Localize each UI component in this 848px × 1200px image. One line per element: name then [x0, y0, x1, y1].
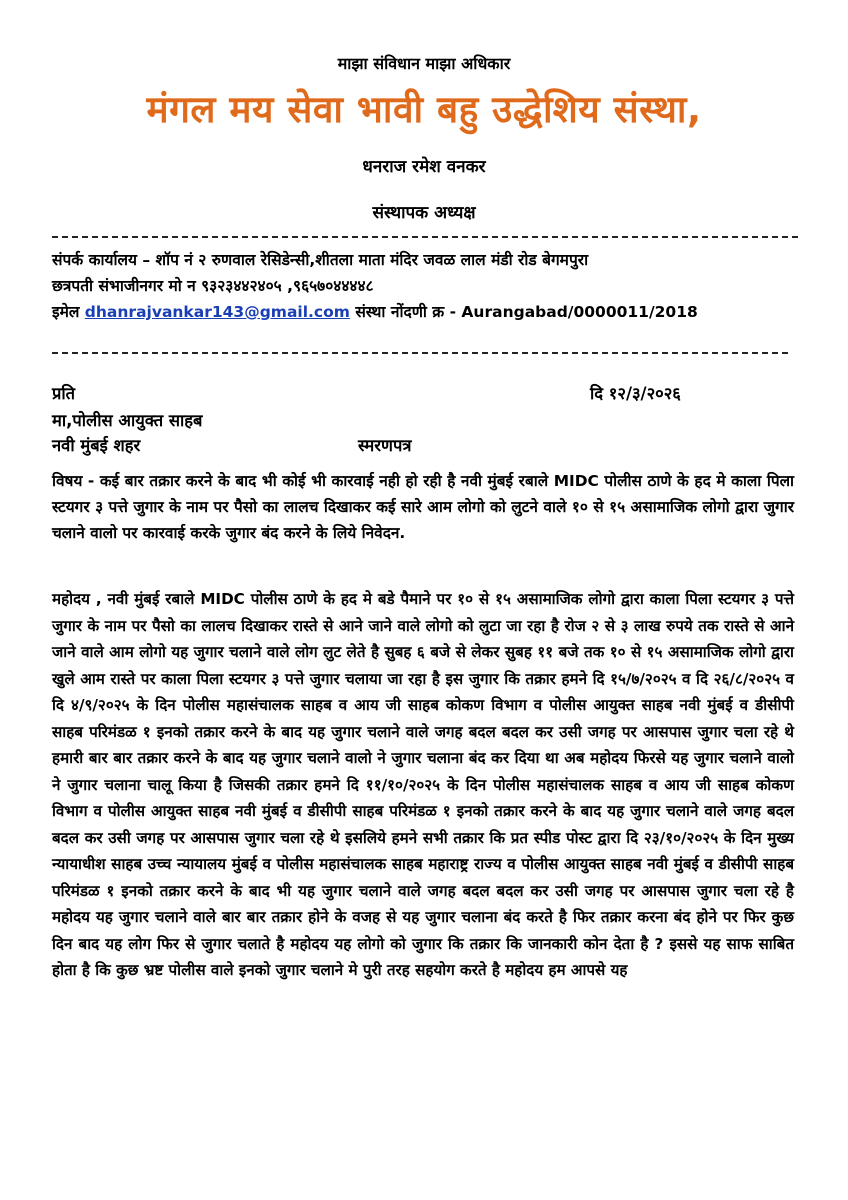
email-row — [52, 299, 812, 325]
contact-block — [52, 247, 812, 325]
recipient-line-2: नवी मुंबई शहर — [52, 436, 141, 455]
letter-date: दि १२/३/२०२६ — [590, 384, 681, 403]
slogan: माझा संविधान माझा अधिकार — [337, 54, 511, 73]
founder-name: धनराज रमेश वनकर — [362, 157, 486, 177]
divider-bottom — [52, 352, 788, 354]
memo-label: स्मरणपत्र — [358, 436, 412, 455]
address-line-1: संपर्क कार्यालय – शॉप नं २ रुणवाल रेसिडेन्सी,शीतला माता मंदिर जवळ लाल मंडी रोड बेगमपुरा — [52, 251, 589, 269]
address-line-2: छत्रपती संभाजीनगर मो न ९३२३४४२४०५ ,९६५७०४४४४८ — [52, 277, 374, 295]
email-link[interactable]: dhanrajvankar143@gmail.com — [84, 303, 350, 321]
body-paragraph: महोदय , नवी मुंबई रबाले MIDC पोलीस ठाणे के हद मे बडे पैमाने पर १० से १५ असामाजिक लोगो द्वारा काला पिला स्टयगर ३ पत्ते जुगार के नाम पर पैसो का लालच दिखाकर रास्ते से आने जाने वाले लोगो को लुटा जा रहा है रोज २ से ३ लाख रुपये तक रास्ते से आने जाने वाले आम लोगो यह जुगार चलाने वाले लोग लुट लेते है सुबह ६ बजे से लेकर सुबह ११ बजे तक १० से १५ असामाजिक लोगो द्वारा खुले आम रास्ते पर काला पिला स्टयगर ३ पत्ते जुगार चलाया जा रहा है इस जुगार कि तक्रार हमने दि १५/७/२०२५ व दि २६/८/२०२५ व दि ४/९/२०२५ के दिन पोलीस महासंचालक साहब व आय जी साहब कोकण विभाग व पोलीस आयुक्त साहब नवी मुंबई व डीसीपी साहब परिमंडळ १ इनको तक्रार करने के बाद यह जुगार चलाने वाले जगह बदल बदल कर उसी जगह पर आसपास जुगार चला रहे थे हमारी बार बार तक्रार करने के बाद यह जुगार चलाने वालो ने जुगार चलाना बंद कर दिया था अब महोदय फिरसे यह जुगार चलाने वालो ने जुगार चलाना चालू किया है जिसकी तक्रार हमने दि ११/१०/२०२५ के दिन पोलीस महासंचालक साहब व आय जी साहब कोकण विभाग व पोलीस आयुक्त साहब नवी मुंबई व डीसीपी साहब परिमंडळ १ इनको तक्रार करने के बाद यह जुगार चलाने वाले जगह बदल बदल कर उसी जगह पर आसपास जुगार चला रहे थे इसलिये हमने सभी तक्रार कि प्रत स्पीड पोस्ट द्वारा दि २३/१०/२०२५ के दिन मुख्य न्यायाधीश साहब उच्च न्यायालय मुंबई व पोलीस महासंचालक साहब महाराष्ट्र राज्य व पोलीस आयुक्त साहब नवी मुंबई व डीसीपी साहब परिमंडळ १ इनको तक्रार करने के बाद भी यह जुगार चलाने वाले जगह बदल बदल कर उसी जगह पर आसपास जुगार चला रहे है महोदय यह जुगार चलाने वाले बार बार तक्रार होने के वजह से यह जुगार चलाना बंद करते है फिर तक्रार करना बंद होने पर फिर कुछ दिन बाद यह लोग फिर से जुगार चलाते है महोदय यह लोगो को जुगार कि तक्रार कि जानकारी कोन देता है ? इससे यह साफ साबित होता है कि कुछ भ्रष्ट पोलीस वाले इनको जुगार चलाने मे पुरी तरह सहयोग करते है महोदय हम आपसे यह — [52, 590, 794, 979]
organization-name: मंगल मय सेवा भावी बहु उद्धेशिय संस्था, — [146, 88, 702, 131]
email-label: इमेल — [52, 303, 80, 321]
divider-top — [52, 236, 798, 238]
founder-title: संस्थापक अध्यक्ष — [372, 203, 476, 223]
subject-paragraph: विषय - कई बार तक्रार करने के बाद भी कोई भी कारवाई नही हो रही है नवी मुंबई रबाले MIDC पोलीस ठाणे के हद मे काला पिला स्टयगर ३ पत्ते जुगार के नाम पर पैसो का लालच दिखाकर कई सारे आम लोगो को लुटने वाले १० से १५ असामाजिक लोगो द्वारा जुगार चलाने वालो पर कारवाई करके जुगार बंद करने के लिये निवेदन. — [52, 472, 794, 542]
recipient-line-1: मा,पोलीस आयुक्त साहब — [52, 411, 203, 430]
to-label: प्रति — [52, 384, 76, 403]
registration-number: संस्था नोंदणी क्र - Aurangabad/0000011/2018 — [355, 303, 698, 321]
